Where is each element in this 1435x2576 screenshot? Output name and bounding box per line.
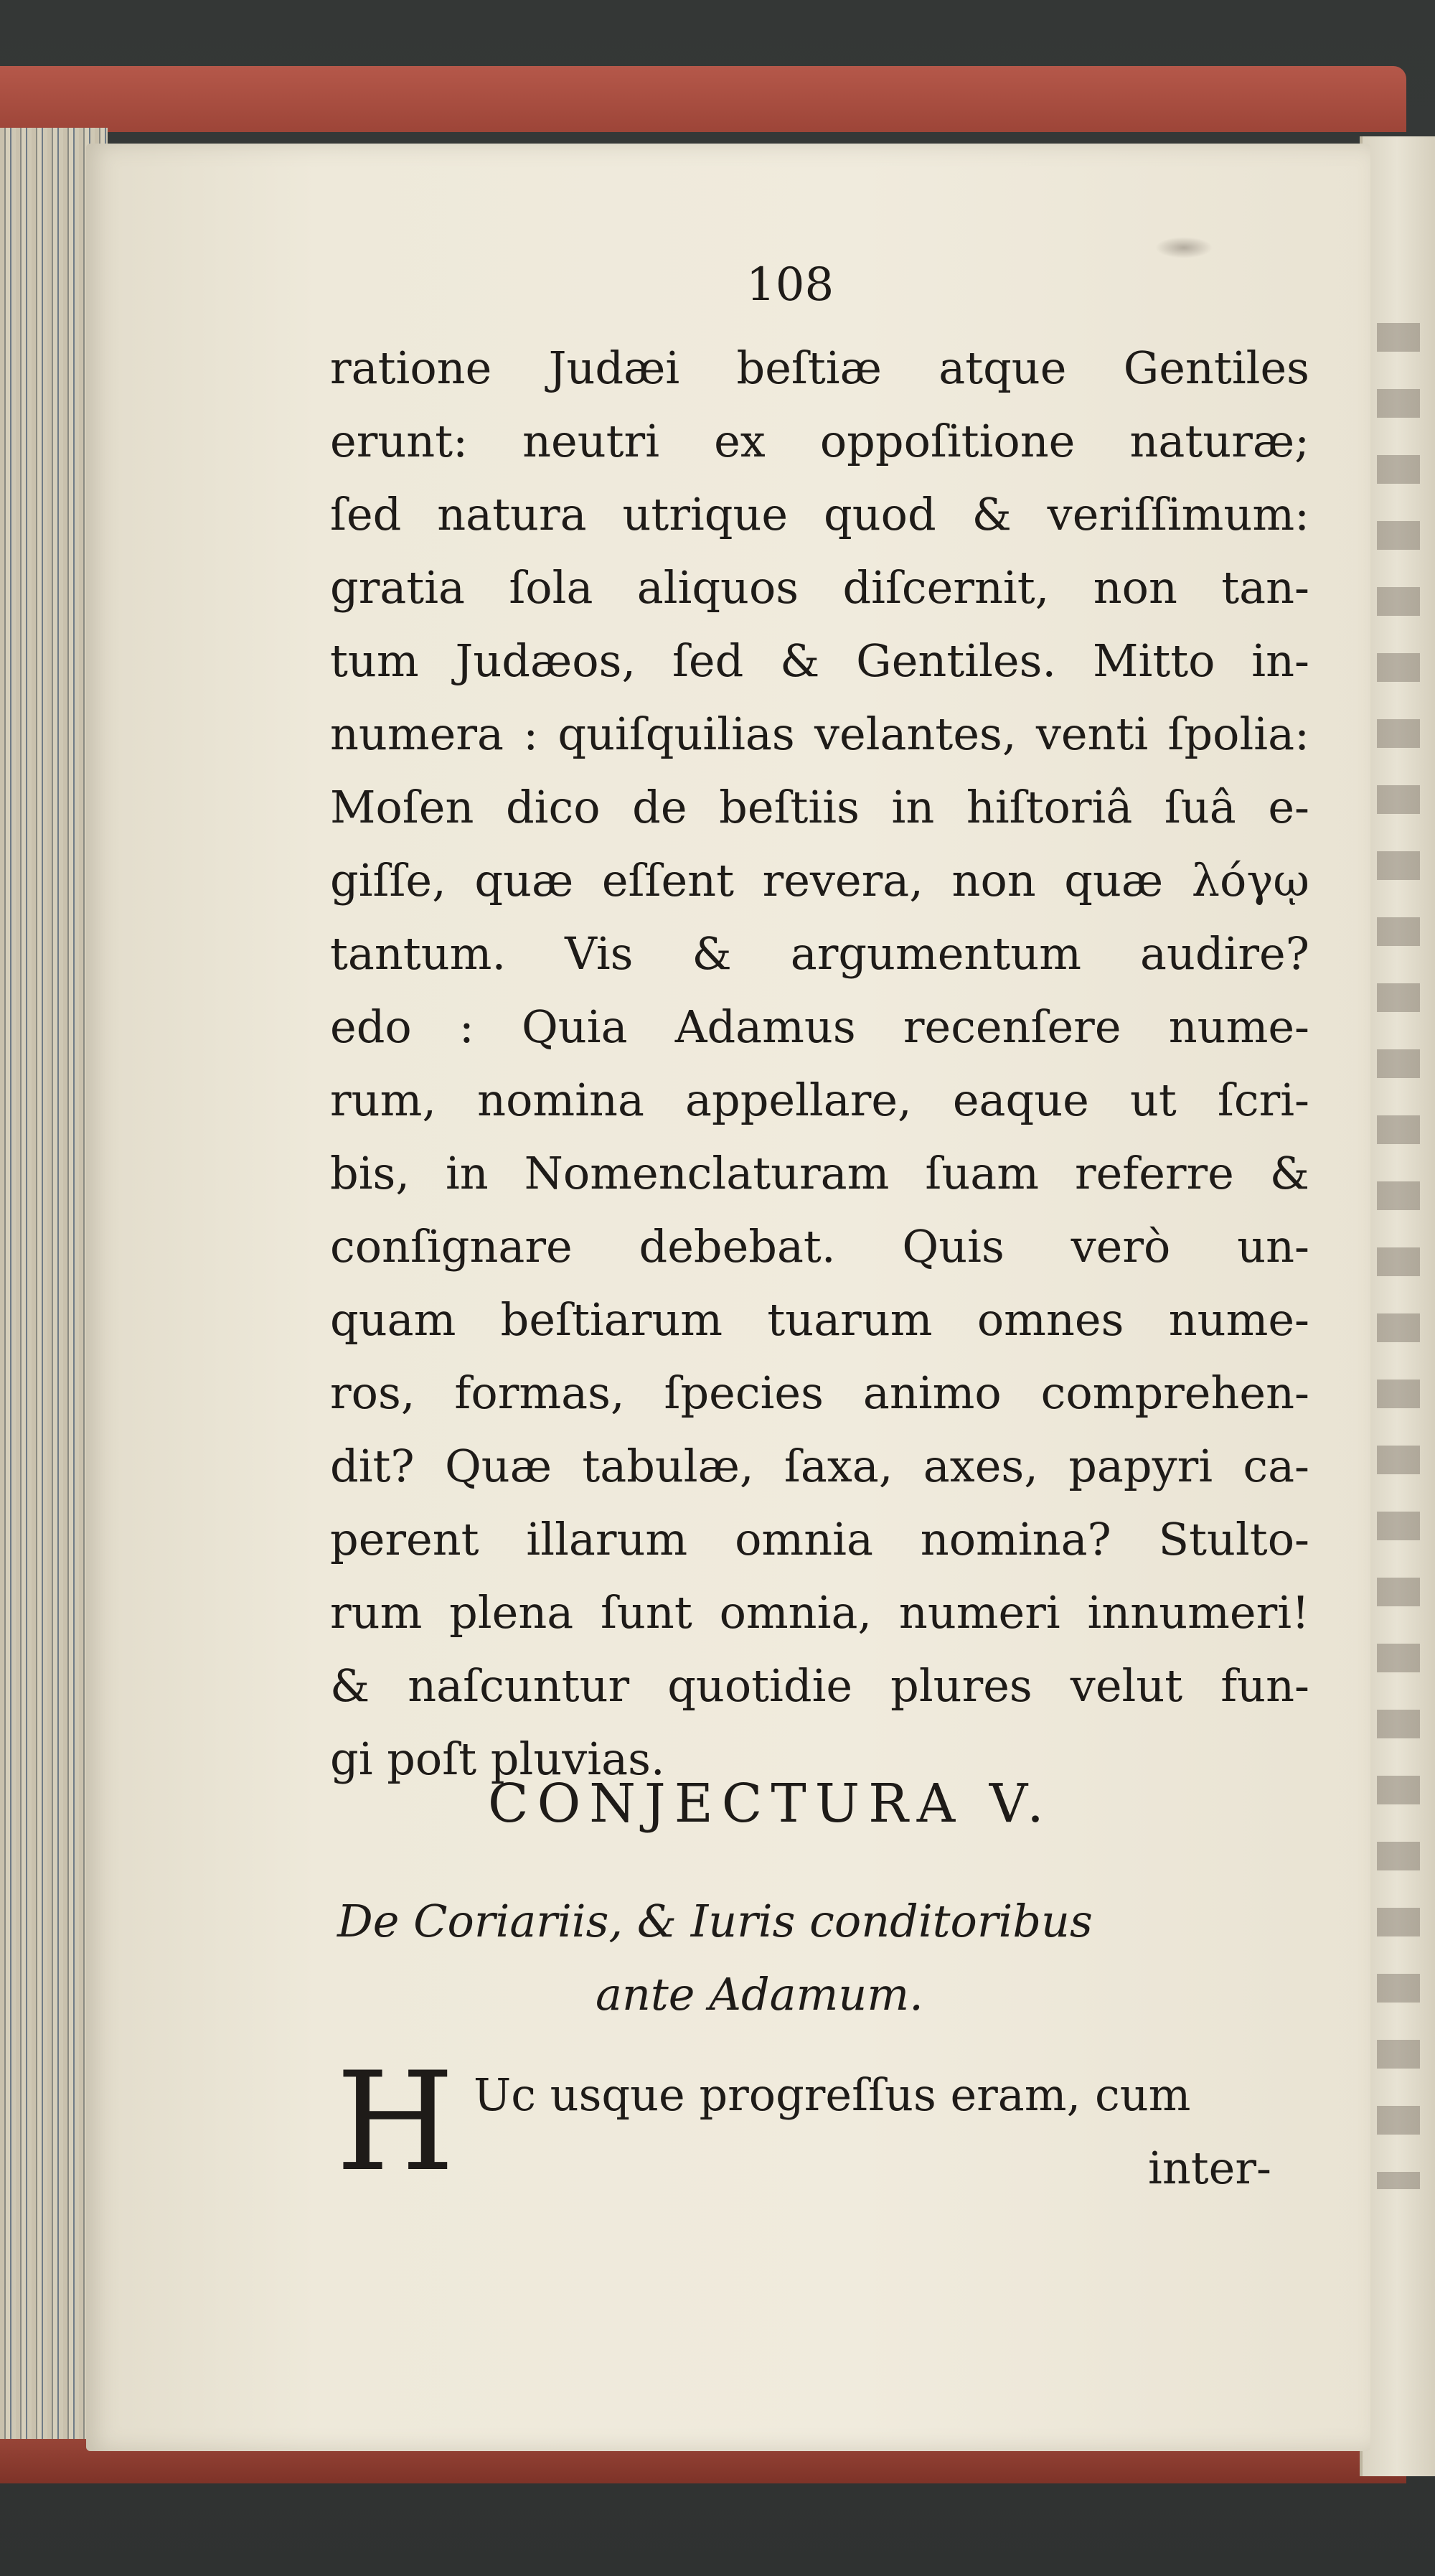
text-line: tum Judæos, ſed & Gentiles. Mitto in- <box>330 634 1309 687</box>
text-line: & naſcuntur quotidie plures velut fun- <box>330 1659 1309 1712</box>
facing-page-edge <box>1360 136 1435 2476</box>
text-line: Uc usque progreſſus eram, cum <box>474 2069 1191 2121</box>
text-line: gratia ſola aliquos diſcernit, non tan- <box>330 561 1309 614</box>
page-number: 108 <box>746 258 834 312</box>
text-line: conſignare debebat. Quis verò un- <box>330 1220 1309 1273</box>
catchword: inter- <box>1148 2142 1271 2194</box>
ink-smudge <box>1155 237 1213 258</box>
text-line: Moſen dico de beſtiis in hiſtoriâ ſuâ e- <box>330 781 1309 833</box>
section-subheading: De Coriariis, & Iuris conditoribus <box>337 1895 1093 1947</box>
text-line: dit? Quæ tabulæ, ſaxa, axes, papyri ca- <box>330 1440 1309 1492</box>
text-line: bis, in Nomenclaturam ſuam referre & <box>330 1147 1309 1199</box>
text-line: edo : Quia Adamus recenſere nume- <box>330 1001 1309 1053</box>
text-line: tantum. Vis & argumentum audire? <box>330 927 1309 980</box>
text-line: ſed natura utrique quod & veriſſimum: <box>330 488 1309 540</box>
text-line: numera : quiſquilias velantes, venti ſpolia: <box>330 708 1309 760</box>
text-line: rum plena ſunt omnia, numeri innumeri! <box>330 1586 1309 1639</box>
text-line: perent illarum omnia nomina? Stulto- <box>330 1513 1309 1565</box>
section-subheading: ante Adamum. <box>596 1968 923 2020</box>
text-line: erunt: neutri ex oppoſitione naturæ; <box>330 415 1309 467</box>
text-line: rum, nomina appellare, eaque ut ſcri- <box>330 1074 1309 1126</box>
text-line: quam beſtiarum tuarum omnes nume- <box>330 1293 1309 1346</box>
text-line: giſſe, quæ eſſent revera, non quæ λόγῳ <box>330 854 1309 907</box>
facing-page-text-bleed <box>1377 323 1420 2189</box>
text-line: ratione Judæi beſtiæ atque Gentiles <box>330 342 1309 394</box>
text-line: ros, formas, ſpecies animo comprehen- <box>330 1367 1309 1419</box>
book-cover-top <box>0 66 1406 132</box>
section-heading: CONJECTURA V. <box>488 1773 1053 1835</box>
text-line: gi poſt pluvias. <box>330 1733 665 1785</box>
drop-cap: H <box>336 2043 455 2201</box>
